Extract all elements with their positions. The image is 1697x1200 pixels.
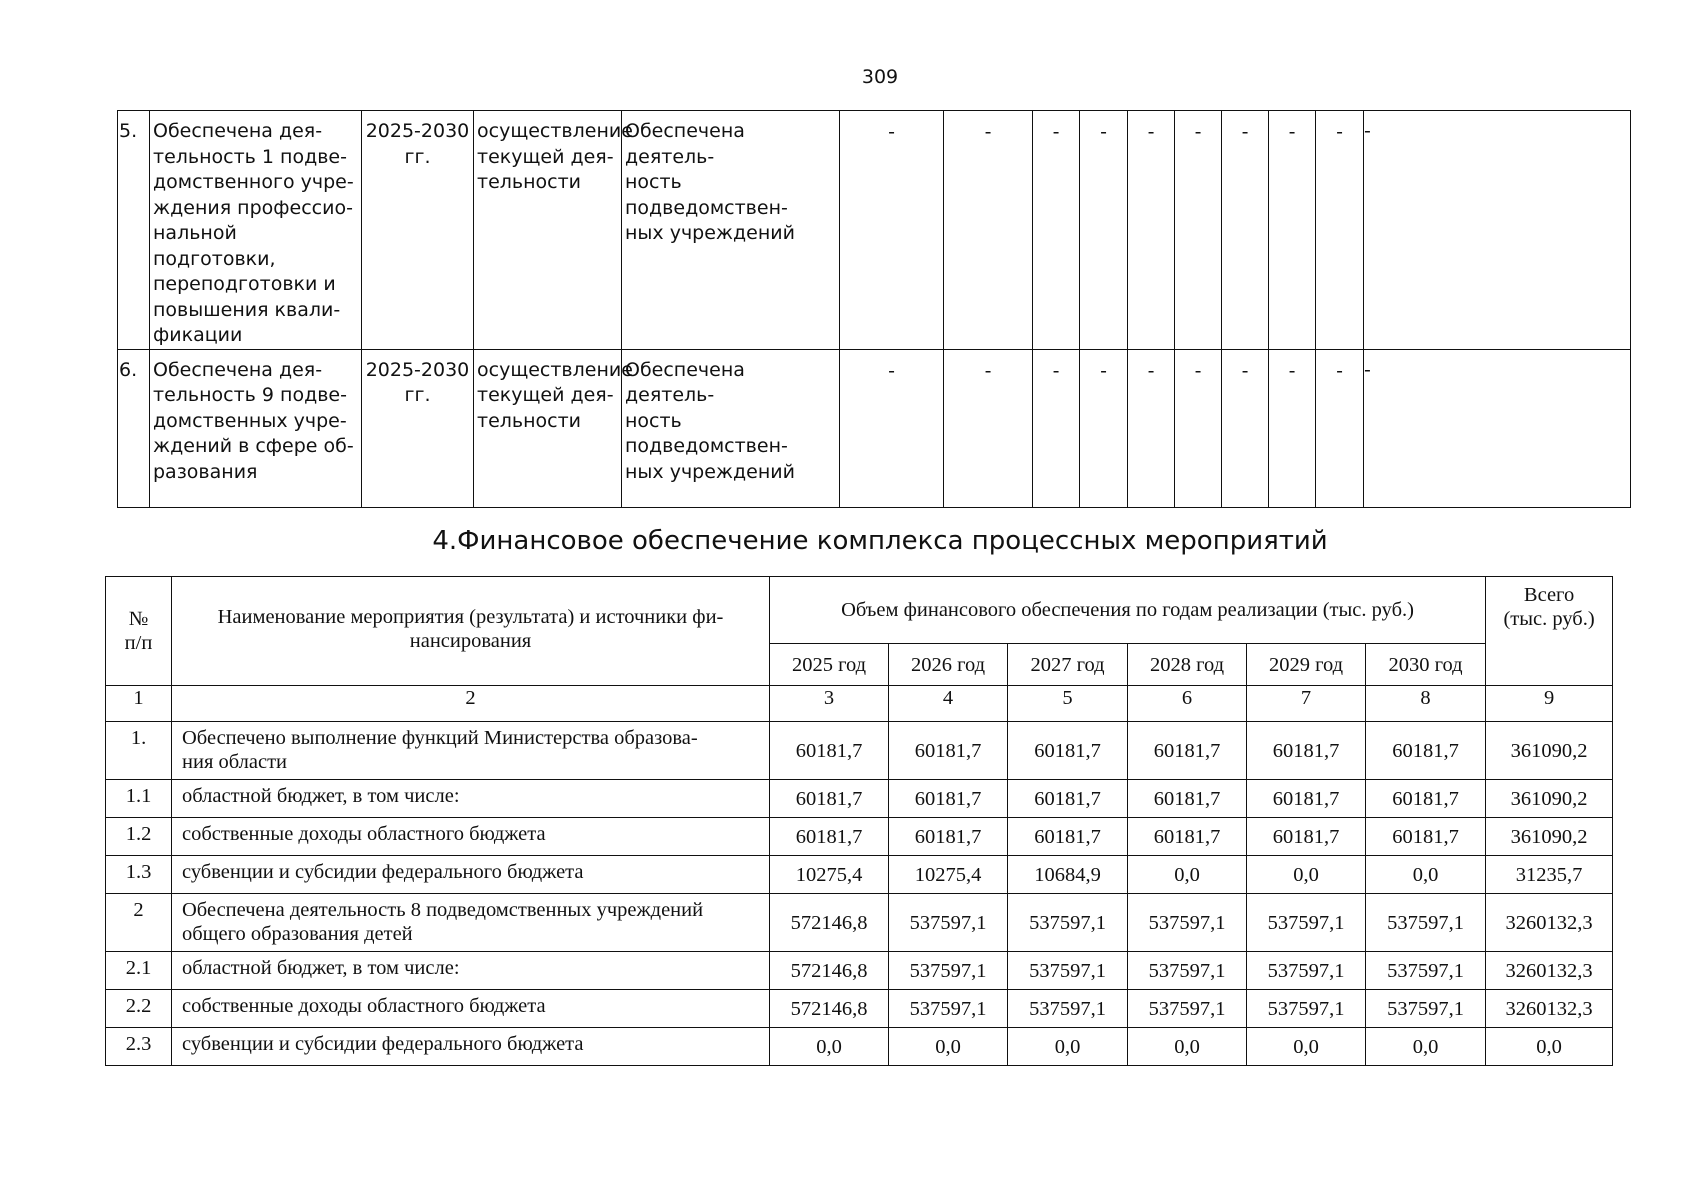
value-cell: 60181,7: [889, 818, 1008, 856]
value-cell: 0,0: [889, 1028, 1008, 1066]
section-title: 4.Финансовое обеспечение комплекса процессных мероприятий: [432, 526, 1328, 556]
dash-cell: -: [1175, 111, 1222, 350]
row-number: 5.: [118, 111, 150, 350]
column-number: 6: [1128, 686, 1247, 722]
value-cell: 537597,1: [889, 952, 1008, 990]
value-cell: 0,0: [1128, 856, 1247, 894]
dash-cell: -: [944, 349, 1033, 507]
result-name: Обеспечена дея- тельность 1 подве- домственного учре- ждения профессио- нальной подготовки, переподготовки и повышения квали- фикации: [150, 111, 362, 350]
value-cell: 537597,1: [1128, 990, 1247, 1028]
row-name: собственные доходы областного бюджета: [172, 818, 770, 856]
value-cell: 60181,7: [1128, 722, 1247, 780]
value-cell: 0,0: [770, 1028, 889, 1066]
value-cell: 60181,7: [770, 780, 889, 818]
result-name: Обеспечена дея- тельность 9 подве- домственных учре- ждений в сфере об- разования: [150, 349, 362, 507]
value-cell: 10275,4: [889, 856, 1008, 894]
dash-cell: -: [1080, 111, 1128, 350]
header-year: 2027 год: [1008, 644, 1128, 686]
value-cell: 10275,4: [770, 856, 889, 894]
total-cell: 3260132,3: [1486, 990, 1613, 1028]
row-name: областной бюджет, в том числе:: [172, 952, 770, 990]
value-cell: 10684,9: [1008, 856, 1128, 894]
header-name: Наименование мероприятия (результата) и источники фи- нансирования: [172, 577, 770, 686]
result-description: Обеспечена деятель- ность подведомствен- ных учреждений: [622, 349, 840, 507]
dash-cell: -: [1222, 111, 1269, 350]
header-year: 2030 год: [1366, 644, 1486, 686]
row-name: собственные доходы областного бюджета: [172, 990, 770, 1028]
value-cell: 60181,7: [770, 722, 889, 780]
value-cell: 537597,1: [1366, 990, 1486, 1028]
dash-cell: -: [840, 349, 944, 507]
row-number: 2.3: [106, 1028, 172, 1066]
row-number: 1.: [106, 722, 172, 780]
row-number: 1.2: [106, 818, 172, 856]
table-row: [118, 349, 1631, 507]
header-year: 2028 год: [1128, 644, 1247, 686]
table-row: [118, 111, 1631, 350]
value-cell: 60181,7: [1366, 818, 1486, 856]
table-row: [106, 952, 1613, 990]
value-cell: 60181,7: [1008, 722, 1128, 780]
value-cell: 60181,7: [889, 722, 1008, 780]
value-cell: 537597,1: [889, 894, 1008, 952]
column-number: 7: [1247, 686, 1366, 722]
column-number: 9: [1486, 686, 1613, 722]
table-row: [106, 780, 1613, 818]
row-name: субвенции и субсидии федерального бюджета: [172, 1028, 770, 1066]
value-cell: 60181,7: [1247, 722, 1366, 780]
table-row: [106, 856, 1613, 894]
value-cell: 60181,7: [1128, 780, 1247, 818]
activities-table: [117, 110, 1631, 508]
period: 2025-2030 гг.: [362, 111, 474, 350]
row-name: областной бюджет, в том числе:: [172, 780, 770, 818]
row-name: субвенции и субсидии федерального бюджета: [172, 856, 770, 894]
value-cell: 60181,7: [1008, 780, 1128, 818]
row-name: Обеспечена деятельность 8 подведомственных учреждений общего образования детей: [172, 894, 770, 952]
value-cell: 60181,7: [1366, 780, 1486, 818]
total-cell: 31235,7: [1486, 856, 1613, 894]
dash-cell: -: [1364, 349, 1631, 507]
value-cell: 0,0: [1128, 1028, 1247, 1066]
dash-cell: -: [1128, 111, 1175, 350]
table-row: [106, 818, 1613, 856]
total-cell: 361090,2: [1486, 780, 1613, 818]
row-number: 1.3: [106, 856, 172, 894]
column-number: 2: [172, 686, 770, 722]
total-cell: 0,0: [1486, 1028, 1613, 1066]
total-cell: 361090,2: [1486, 722, 1613, 780]
total-cell: 361090,2: [1486, 818, 1613, 856]
table-row: [106, 990, 1613, 1028]
dash-cell: -: [1316, 349, 1364, 507]
value-cell: 537597,1: [1008, 894, 1128, 952]
value-cell: 60181,7: [1128, 818, 1247, 856]
table-row: [106, 894, 1613, 952]
period: 2025-2030 гг.: [362, 349, 474, 507]
result-description: Обеспечена деятель- ность подведомствен- ных учреждений: [622, 111, 840, 350]
value-cell: 0,0: [1247, 856, 1366, 894]
table-row: [106, 1028, 1613, 1066]
row-number: 2: [106, 894, 172, 952]
activity-type: осуществление текущей дея- тельности: [474, 111, 622, 350]
dash-cell: -: [1175, 349, 1222, 507]
value-cell: 0,0: [1366, 856, 1486, 894]
value-cell: 537597,1: [1008, 952, 1128, 990]
value-cell: 572146,8: [770, 952, 889, 990]
value-cell: 537597,1: [889, 990, 1008, 1028]
header-total: Всего (тыс. руб.): [1486, 577, 1613, 686]
dash-cell: -: [1269, 349, 1316, 507]
dash-cell: -: [1316, 111, 1364, 350]
column-number: 5: [1008, 686, 1128, 722]
value-cell: 572146,8: [770, 990, 889, 1028]
dash-cell: -: [1033, 111, 1080, 350]
finance-table: [105, 576, 1613, 1066]
row-number: 2.2: [106, 990, 172, 1028]
row-number: 1.1: [106, 780, 172, 818]
row-number: 2.1: [106, 952, 172, 990]
column-number: 1: [106, 686, 172, 722]
total-cell: 3260132,3: [1486, 894, 1613, 952]
column-number: 3: [770, 686, 889, 722]
value-cell: 60181,7: [889, 780, 1008, 818]
header-year: 2025 год: [770, 644, 889, 686]
value-cell: 537597,1: [1366, 894, 1486, 952]
header-number: № п/п: [106, 577, 172, 686]
dash-cell: -: [1269, 111, 1316, 350]
value-cell: 572146,8: [770, 894, 889, 952]
value-cell: 60181,7: [1366, 722, 1486, 780]
header-year: 2026 год: [889, 644, 1008, 686]
dash-cell: -: [1080, 349, 1128, 507]
dash-cell: -: [1128, 349, 1175, 507]
value-cell: 0,0: [1366, 1028, 1486, 1066]
value-cell: 60181,7: [1247, 780, 1366, 818]
header-volume: Объем финансового обеспечения по годам реализации (тыс. руб.): [770, 577, 1486, 644]
dash-cell: -: [944, 111, 1033, 350]
page-number: 309: [861, 66, 899, 88]
total-cell: 3260132,3: [1486, 952, 1613, 990]
value-cell: 537597,1: [1008, 990, 1128, 1028]
dash-cell: -: [1364, 111, 1631, 350]
header-year: 2029 год: [1247, 644, 1366, 686]
row-number: 6.: [118, 349, 150, 507]
activity-type: осуществление текущей дея- тельности: [474, 349, 622, 507]
value-cell: 537597,1: [1128, 952, 1247, 990]
value-cell: 60181,7: [1247, 818, 1366, 856]
value-cell: 0,0: [1247, 1028, 1366, 1066]
value-cell: 537597,1: [1128, 894, 1247, 952]
table-row: [106, 722, 1613, 780]
dash-cell: -: [840, 111, 944, 350]
value-cell: 537597,1: [1247, 952, 1366, 990]
dash-cell: -: [1222, 349, 1269, 507]
value-cell: 0,0: [1008, 1028, 1128, 1066]
column-number: 4: [889, 686, 1008, 722]
value-cell: 537597,1: [1247, 894, 1366, 952]
value-cell: 537597,1: [1247, 990, 1366, 1028]
value-cell: 60181,7: [1008, 818, 1128, 856]
dash-cell: -: [1033, 349, 1080, 507]
row-name: Обеспечено выполнение функций Министерства образова- ния области: [172, 722, 770, 780]
value-cell: 60181,7: [770, 818, 889, 856]
value-cell: 537597,1: [1366, 952, 1486, 990]
column-number: 8: [1366, 686, 1486, 722]
